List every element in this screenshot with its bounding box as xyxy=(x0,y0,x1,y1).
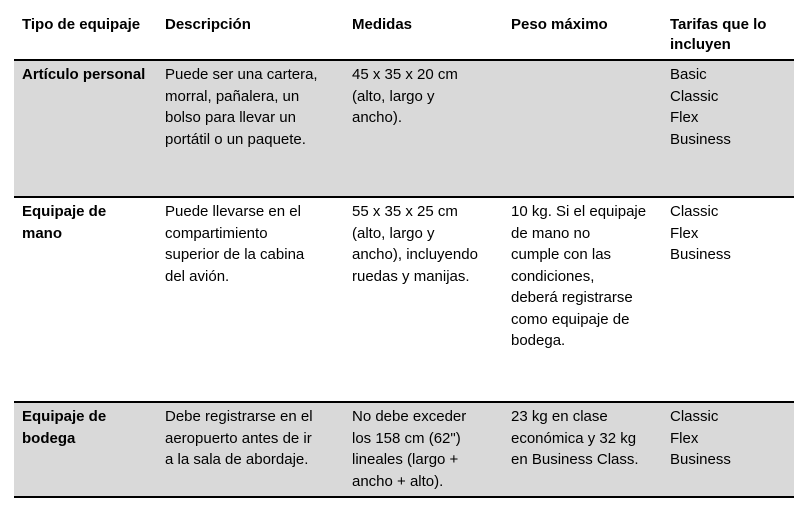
cell-measures xyxy=(344,60,503,197)
cell-text-line: Business xyxy=(670,246,731,263)
cell-text-line: superior de la cabina xyxy=(165,246,305,263)
table-body xyxy=(14,60,794,497)
cell-text-line: bodega. xyxy=(511,332,566,349)
cell-type xyxy=(14,60,157,197)
cell-text-line: como equipaje de xyxy=(511,310,630,328)
table-header xyxy=(14,8,794,60)
cell-text-line: Business xyxy=(670,451,731,468)
cell-text-line: Puede ser una cartera, xyxy=(165,66,318,83)
cell-text-line: condiciones, xyxy=(511,267,595,285)
cell-text-line: Classic xyxy=(670,408,719,425)
cell-text-line: 23 kg en clase xyxy=(511,408,608,425)
cell-text-line: 55 x 35 x 25 cm xyxy=(352,203,458,220)
cell-text-line: bolso para llevar un xyxy=(165,109,296,126)
cell-text-line: Equipaje de xyxy=(22,408,107,425)
cell-text-line: portátil o un paquete. xyxy=(165,130,306,148)
cell-text-line: de mano no xyxy=(511,224,591,242)
cell-text-line: ruedas y manijas. xyxy=(352,267,470,285)
cell-measures xyxy=(344,402,503,497)
cell-text-line: Basic xyxy=(670,66,707,83)
cell-text-line: a la sala de abordaje. xyxy=(165,451,309,468)
table-row-hold-luggage xyxy=(14,402,794,497)
cell-text-line: mano xyxy=(22,224,63,242)
cell-measures xyxy=(344,197,503,402)
cell-max-weight xyxy=(503,402,662,497)
cell-text-line: en Business Class. xyxy=(511,451,639,468)
cell-text-line: los 158 cm (62") xyxy=(352,429,461,447)
luggage-table xyxy=(14,8,794,498)
cell-text-line: 10 kg. Si el equipaje xyxy=(511,203,647,220)
cell-type xyxy=(14,197,157,402)
cell-text-line: Classic xyxy=(670,87,719,105)
header-fares xyxy=(662,8,794,60)
cell-text-line: Flex xyxy=(670,109,699,126)
cell-text-line: compartimiento xyxy=(165,224,268,242)
cell-text-line: bodega xyxy=(22,429,76,447)
cell-text-line: Flex xyxy=(670,429,699,447)
cell-fares xyxy=(662,402,794,497)
cell-text-line: ancho). xyxy=(352,109,403,126)
header-measures: Medidas xyxy=(344,8,503,60)
cell-text-line: (alto, largo y xyxy=(352,224,435,242)
header-fares-line: Tarifas que lo xyxy=(670,16,767,33)
cell-description xyxy=(157,197,344,402)
cell-text-line: Business xyxy=(670,130,731,148)
cell-text-line: 45 x 35 x 20 cm xyxy=(352,66,458,83)
cell-text-line: Debe registrarse en el xyxy=(165,408,313,425)
cell-text-line: ancho + alto). xyxy=(352,472,444,490)
cell-fares xyxy=(662,60,794,197)
cell-text-line: ancho), incluyendo xyxy=(352,246,478,263)
table-row-hand-luggage xyxy=(14,197,794,402)
cell-description xyxy=(157,60,344,197)
header-type: Tipo de equipaje xyxy=(14,8,157,60)
cell-text-line: Puede llevarse en el xyxy=(165,203,301,220)
header-row xyxy=(14,8,794,60)
cell-text-line: económica y 32 kg xyxy=(511,429,637,447)
cell-text-line: No debe exceder xyxy=(352,408,467,425)
cell-text-line: Artículo personal xyxy=(22,66,146,83)
header-max-weight: Peso máximo xyxy=(503,8,662,60)
cell-text-line: aeropuerto antes de ir xyxy=(165,429,312,447)
header-description: Descripción xyxy=(157,8,344,60)
cell-text-line: Equipaje de xyxy=(22,203,107,220)
cell-text-line: Flex xyxy=(670,224,699,242)
table-row-personal-item xyxy=(14,60,794,197)
cell-max-weight xyxy=(503,60,662,197)
cell-text-line: lineales (largo + xyxy=(352,451,459,468)
cell-fares xyxy=(662,197,794,402)
cell-max-weight xyxy=(503,197,662,402)
cell-text-line: deberá registrarse xyxy=(511,289,633,306)
header-fares-line: incluyen xyxy=(670,36,731,53)
cell-description xyxy=(157,402,344,497)
cell-text-line: del avión. xyxy=(165,267,230,285)
cell-text-line: morral, pañalera, un xyxy=(165,87,300,105)
cell-text-line: Classic xyxy=(670,203,719,220)
cell-type xyxy=(14,402,157,497)
cell-text-line: (alto, largo y xyxy=(352,87,435,105)
cell-text-line: cumple con las xyxy=(511,246,612,263)
